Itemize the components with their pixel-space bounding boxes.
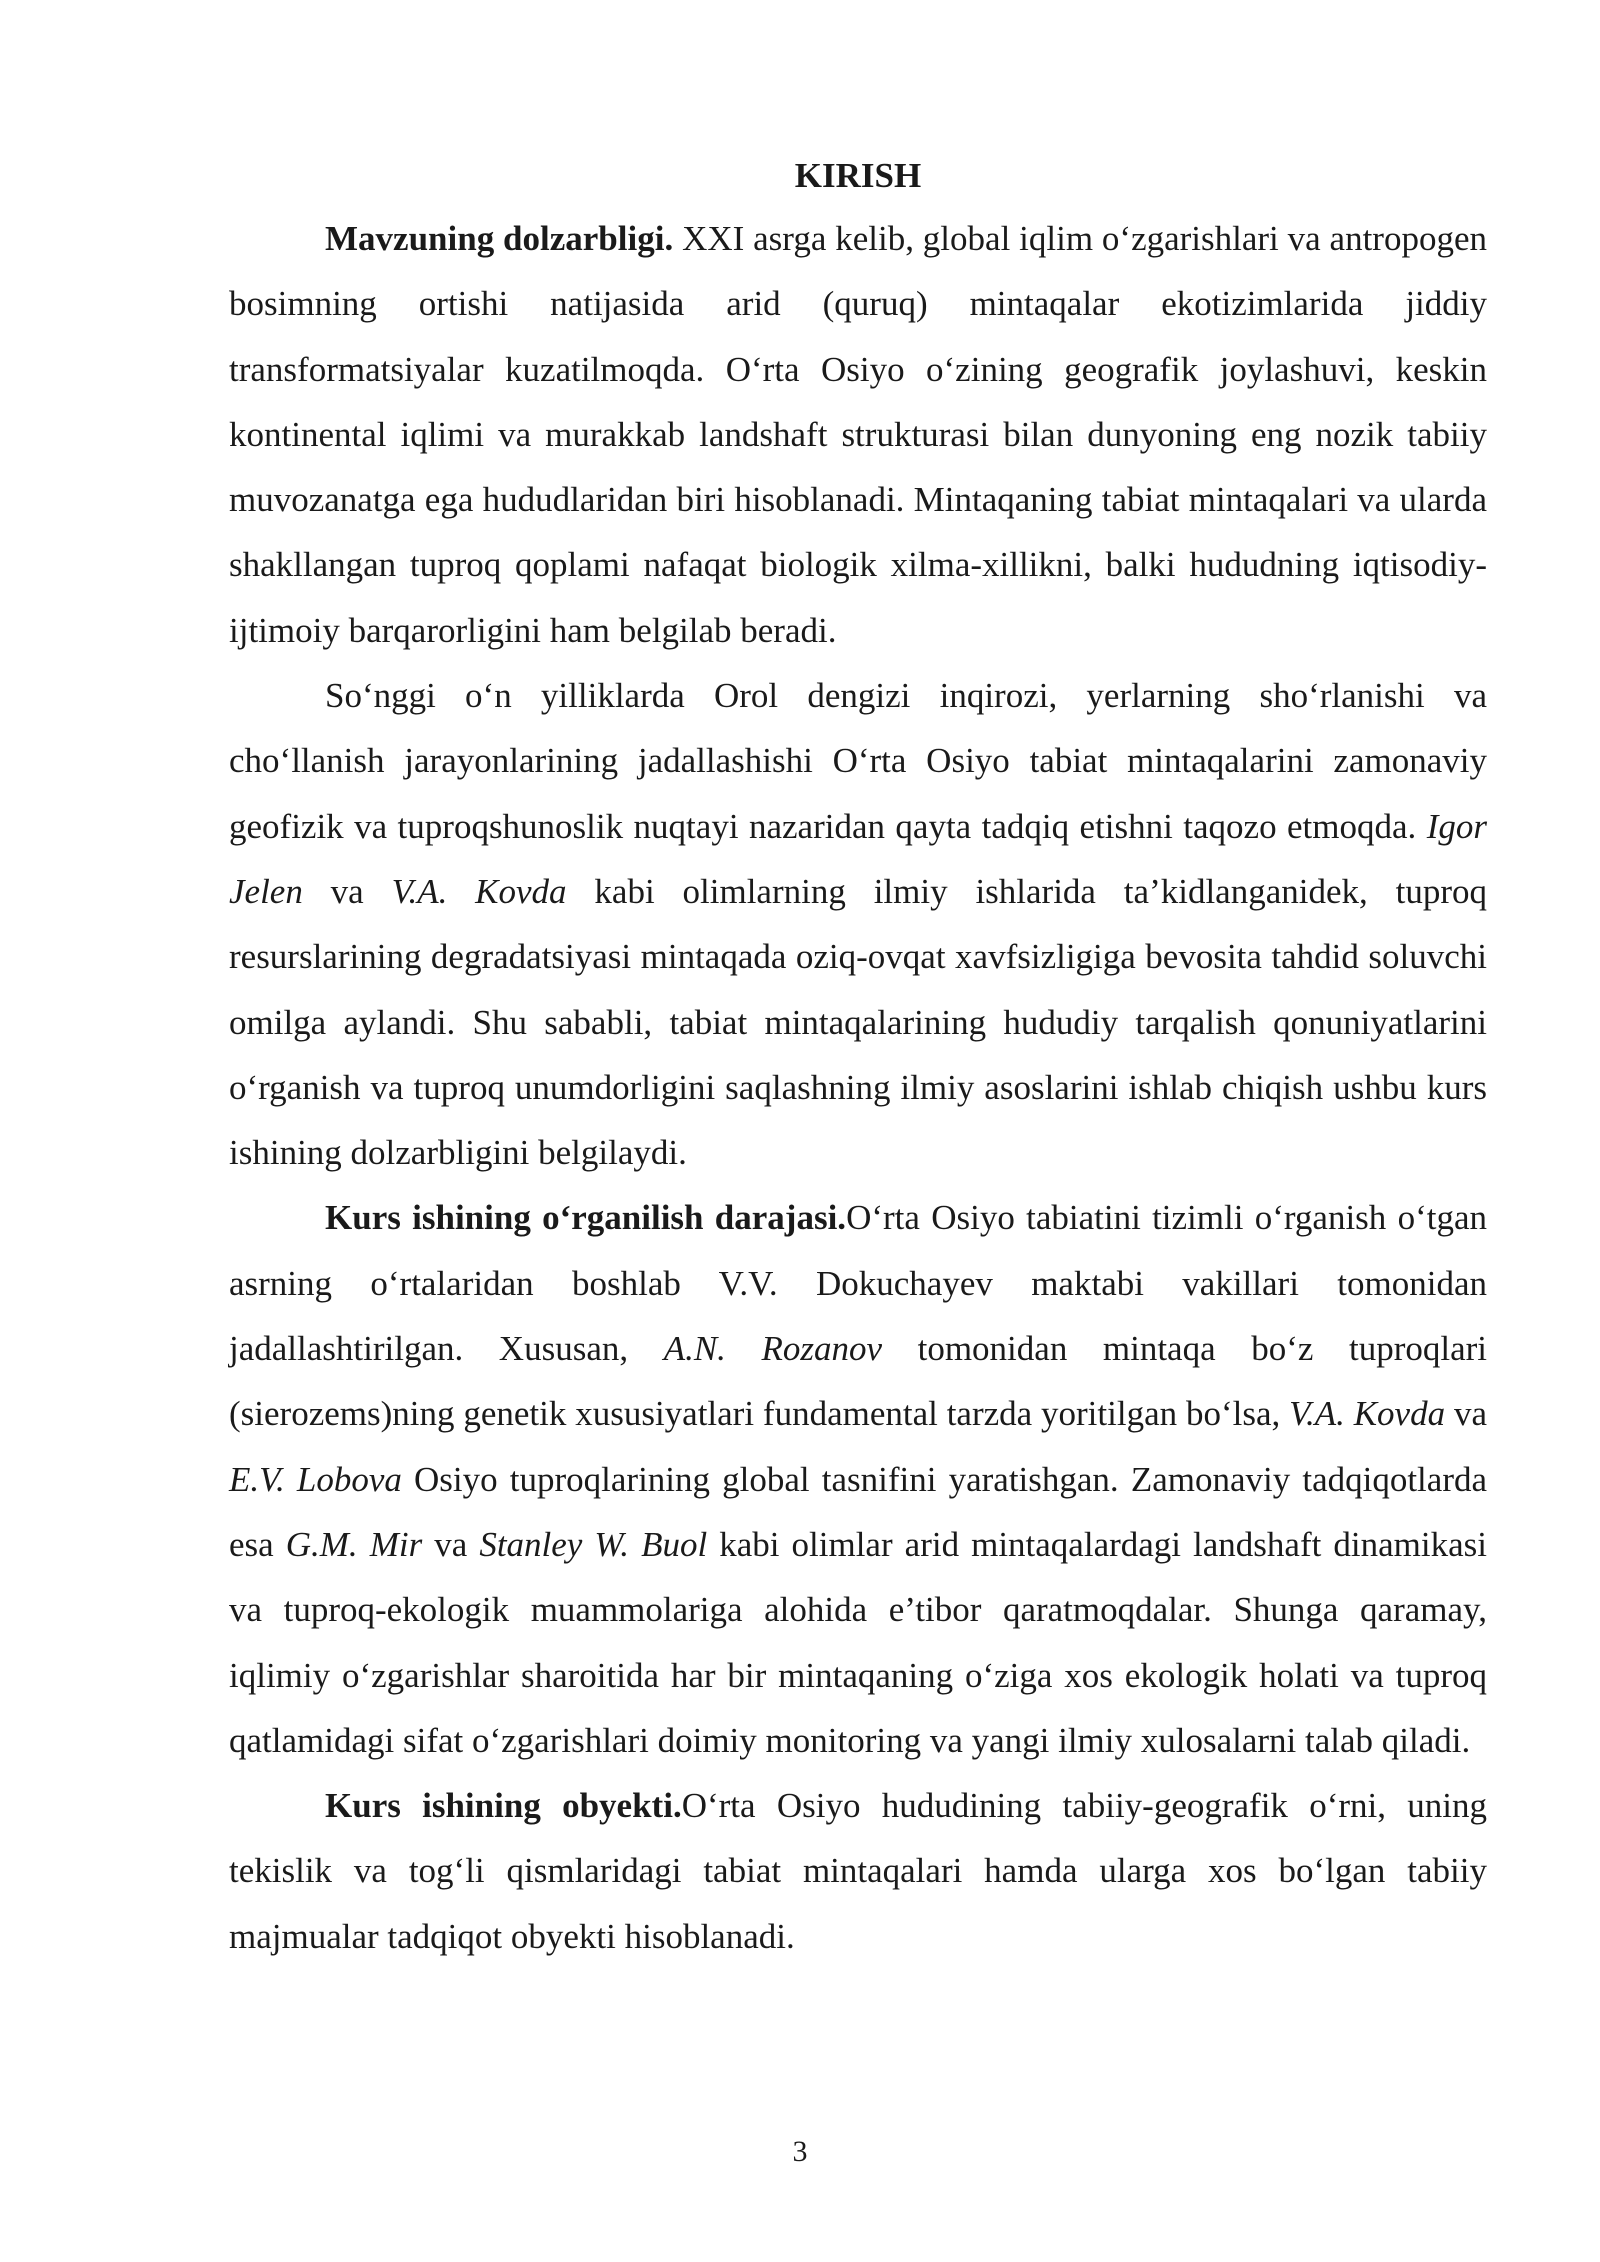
author-name: E.V. Lobova (229, 1459, 402, 1499)
paragraph (229, 663, 1487, 1185)
author-name: G.M. Mir (285, 1524, 423, 1564)
paragraph-text: kabi olimlarning ilmiy ishlarida ta’kidlanganidek, tuproq resurslarining degradatsiyasi mintaqada oziq-ovqat xavfsizligiga bevosita tahdid soluvchi omilga aylandi. Shu sababli, tabiat mintaqalarining hududiy tarqalish qonuniyatlarini o‘rganish va tuproq unumdorligini saqlashning ilmiy asoslarini ishlab chiqish ushbu kurs ishining dolzarbligini belgilaydi. (229, 871, 1487, 1173)
author-name: Igor Jelen (229, 806, 1487, 911)
paragraph-text: O‘rta Osiyo tabiatini tizimli o‘rganish o‘tgan asrning o‘rtalaridan boshlab V.V. Dokuchayev maktabi vakillari tomonidan jadallashtirilgan. Xususan, (229, 1198, 1487, 1369)
paragraph-text: tomonidan mintaqa bo‘z tuproqlari (sierozems)ning genetik xususiyatlari fundamental tarzda yoritilgan bo‘lsa, (229, 1329, 1487, 1434)
section-heading: KIRISH (794, 156, 922, 195)
paragraph (229, 206, 1487, 663)
paragraph-text: va (1445, 1394, 1487, 1434)
author-name: A.N. Rozanov (663, 1329, 883, 1369)
paragraph-text: va (302, 871, 392, 911)
paragraph (229, 1773, 1487, 1969)
paragraph-text: So‘nggi o‘n yilliklarda Orol dengizi inqirozi, yerlarning sho‘rlanishi va cho‘llanish jarayonlarining jadallashishi O‘rta Osiyo tabiat mintaqalarini zamonaviy geofizik va tuproqshunoslik nuqtayi nazaridan qayta tadqiq etishni taqozo etmoqda. (229, 676, 1487, 846)
page-number: 3 (792, 2135, 808, 2168)
paragraph-lead: Kurs ishining o‘rganilish darajasi. (325, 1198, 847, 1238)
paragraph-text: O‘rta Osiyo hududining tabiiy-geografik o‘rni, uning tekislik va tog‘li qismlaridagi tabiat mintaqalari hamda ularga xos bo‘lgan tabiiy majmualar tadqiqot obyekti hisoblanadi. (229, 1786, 1487, 1956)
body-text (229, 206, 1487, 1969)
paragraph-lead: Kurs ishining obyekti. (325, 1786, 682, 1826)
paragraph-text: XXI asrga kelib, global iqlim o‘zgarishlari va antropogen bosimning ortishi natijasida arid (quruq) mintaqalar ekotizimlarida jiddiy transformatsiyalar kuzatilmoqda. O‘rta Osiyo o‘zining geografik joylashuvi, keskin kontinental iqlimi va murakkab landshaft strukturasi bilan dunyoning eng nozik tabiiy muvozanatga ega hududlaridan biri hisoblanadi. Mintaqaning tabiat mintaqalari va ularda shakllangan tuproq qoplami nafaqat biologik xilma-xillikni, balki hududning iqtisodiy-ijtimoiy barqarorligini ham belgilab beradi. (229, 219, 1487, 650)
author-name: V.A. Kovda (1289, 1394, 1446, 1434)
author-name: Stanley W. Buol (479, 1524, 708, 1564)
author-name: V.A. Kovda (391, 871, 567, 911)
paragraph-text: kabi olimlar arid mintaqalardagi landshaft dinamikasi va tuproq-ekologik muammolariga alohida e’tibor qaratmoqdalar. Shunga qaramay, iqlimiy o‘zgarishlar sharoitida har bir mintaqaning o‘ziga xos ekologik holati va tuproq qatlamidagi sifat o‘zgarishlari doimiy monitoring va yangi ilmiy xulosalarni talab qiladi. (229, 1524, 1487, 1760)
paragraph-text: va (422, 1524, 480, 1564)
paragraph-lead: Mavzuning dolzarbligi. (325, 219, 674, 258)
paragraph (229, 1185, 1487, 1773)
paragraph-text: Osiyo tuproqlarining global tasnifini yaratishgan. Zamonaviy tadqiqotlarda esa (229, 1459, 1488, 1564)
document-page (229, 150, 1487, 1969)
